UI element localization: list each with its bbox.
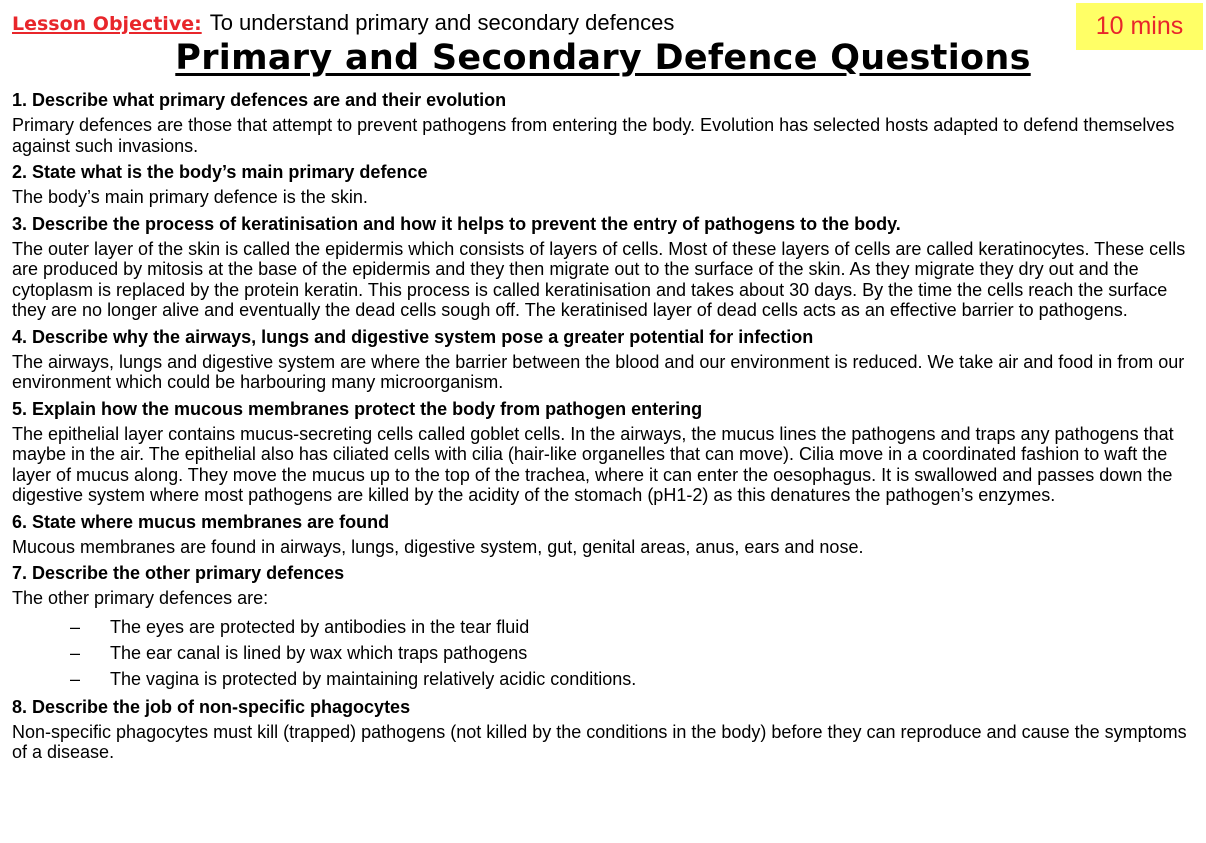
answer-2: The body’s main primary defence is the skin.	[12, 187, 368, 207]
list-item	[12, 614, 1198, 640]
answer-4: The airways, lungs and digestive system are where the barrier between the blood and our environment is reduced. We take air and food in from our environment which could be harbouring many microorganism.	[12, 351, 1185, 392]
question-5: 5. Explain how the mucous membranes protect the body from pathogen entering	[12, 398, 703, 419]
bullet-text: The vagina is protected by maintaining relatively acidic conditions.	[110, 668, 637, 689]
answer-3: The outer layer of the skin is called the epidermis which consists of layers of cells. Most of these layers of cells are called keratinocytes. These cells are produced by mitosis at the base of the epidermis and they then migrate out to the surface of the skin. As they migrate they dry out and the cytoplasm is replaced by the protein keratin. This process is called keratinisation and takes about 30 days. By the time the cells reach the surface they are no longer alive and eventually the dead cells sough off. The keratinised layer of dead cells acts as an effective barrier to pathogens.	[12, 238, 1186, 320]
question-4: 4. Describe why the airways, lungs and digestive system pose a greater potential for infection	[12, 326, 814, 347]
question-8: 8. Describe the job of non-specific phagocytes	[12, 696, 411, 717]
answer-1: Primary defences are those that attempt to prevent pathogens from entering the body. Evolution has selected hosts adapted to defend themselves against such invasions.	[12, 115, 1175, 156]
bullet-dash: –	[70, 642, 81, 663]
question-6: 6. State where mucus membranes are found	[12, 511, 390, 532]
questions-content	[12, 88, 1198, 768]
bullet-text: The eyes are protected by antibodies in the tear fluid	[110, 616, 530, 637]
list-item	[12, 666, 1198, 692]
question-3: 3. Describe the process of keratinisation and how it helps to prevent the entry of pathogens to the body.	[12, 213, 901, 234]
lesson-objective-text: To understand primary and secondary defences	[209, 10, 675, 35]
bullet-dash: –	[70, 668, 81, 689]
question-7: 7. Describe the other primary defences	[12, 563, 345, 583]
question-2: 2. State what is the body’s main primary defence	[12, 162, 428, 182]
answer-7-bullet-list	[12, 614, 1198, 692]
answer-7: The other primary defences are:	[12, 588, 269, 608]
page-title: Primary and Secondary Defence Questions	[175, 38, 1031, 78]
answer-8: Non-specific phagocytes must kill (trapped) pathogens (not killed by the conditions in the body) before they can reproduce and cause the symptoms of a disease.	[12, 721, 1187, 762]
answer-5: The epithelial layer contains mucus-secreting cells called goblet cells. In the airways, the mucus lines the pathogens and traps any pathogens that maybe in the air. The epithelial also has ciliated cells with cilia (hair-like organelles that can move). Cilia move in a coordinated fashion to waft the layer of mucus along. They move the mucus up to the top of the trachea, where it can enter the oesophagus. It is swallowed and passes down the digestive system where most pathogens are killed by the acidity of the stomach (pH1-2) as this denatures the pathogen’s enzymes.	[12, 423, 1174, 505]
list-item	[12, 640, 1198, 666]
question-1: 1. Describe what primary defences are and their evolution	[12, 90, 507, 110]
bullet-dash: –	[70, 616, 81, 637]
timer-badge: 10 mins	[1076, 3, 1203, 50]
bullet-text: The ear canal is lined by wax which traps pathogens	[110, 642, 528, 663]
lesson-objective-label: Lesson Objective:	[12, 13, 202, 35]
answer-6: Mucous membranes are found in airways, lungs, digestive system, gut, genital areas, anus, ears and nose.	[12, 536, 864, 557]
